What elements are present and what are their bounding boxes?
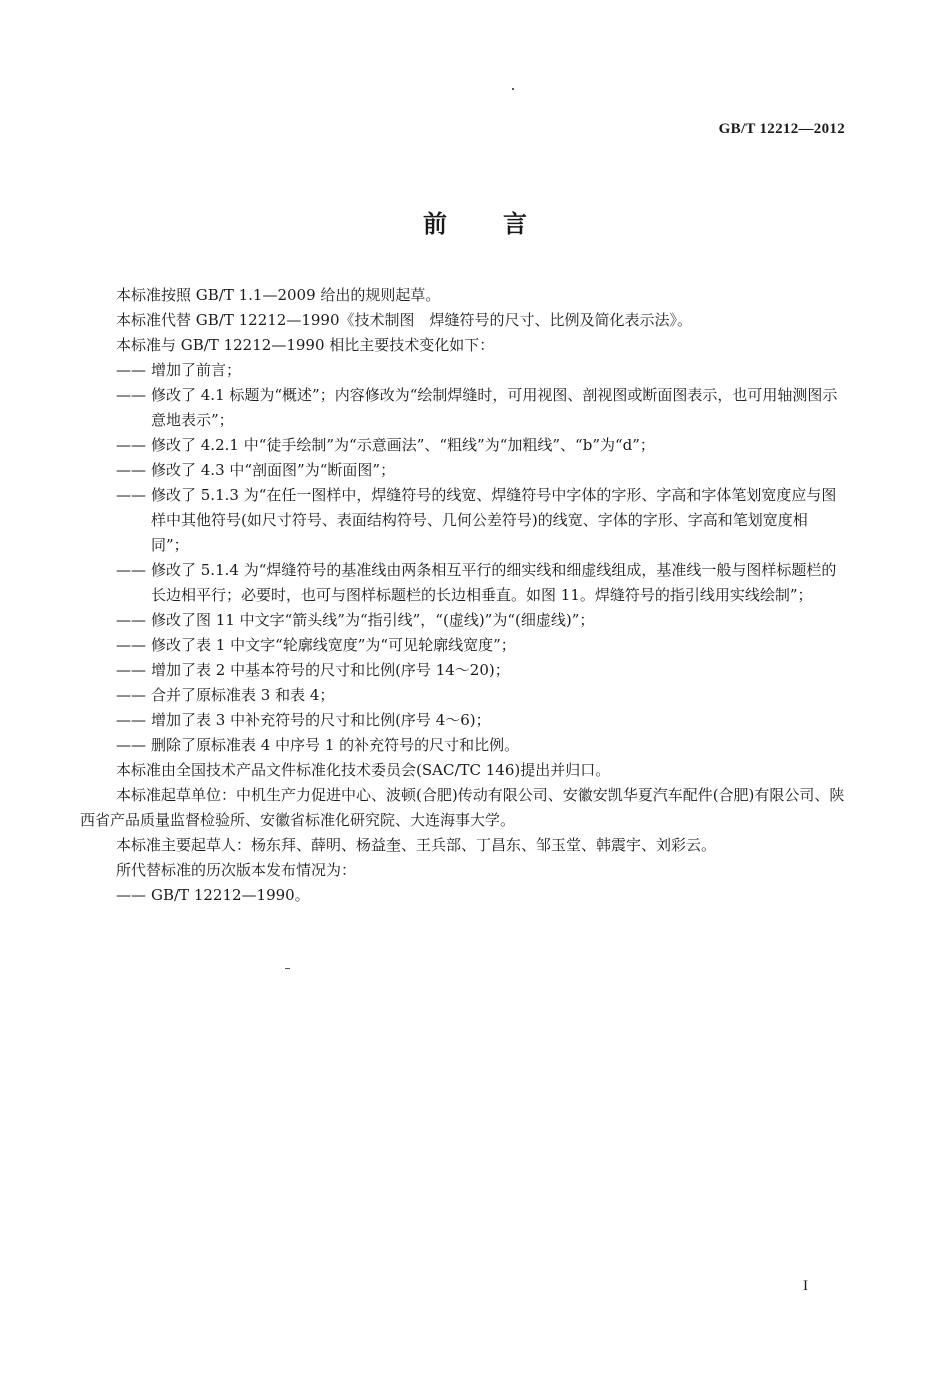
list-item-text: 增加了表 3 中补充符号的尺寸和比例(序号 4～6)； [151, 711, 491, 729]
paragraph-history-intro: 所代替标准的历次版本发布情况为： [116, 861, 357, 879]
page-number: I [803, 1278, 808, 1294]
dash-marker: —— [116, 461, 146, 479]
list-item [80, 358, 845, 383]
list-item-text: 增加了表 2 中基本符号的尺寸和比例(序号 14～20)； [151, 661, 510, 679]
dash-marker: —— [116, 386, 146, 404]
list-item [80, 633, 845, 658]
dash-marker: —— [116, 486, 146, 504]
dash-marker: —— [116, 436, 146, 454]
list-item [80, 458, 845, 483]
dash-marker: —— [116, 636, 146, 654]
list-item [80, 558, 845, 608]
dash-marker: —— [116, 561, 146, 579]
scan-speck [512, 88, 514, 90]
list-item [80, 658, 845, 683]
changes-list [80, 358, 845, 758]
list-item-text: 修改了 4.2.1 中“徒手绘制”为“示意画法”、“粗线”为“加粗线”、“b”为“d”； [151, 436, 655, 454]
list-item-text: 修改了 5.1.4 为“焊缝符号的基准线由两条相互平行的细实线和细虚线组成，基准线一般与图样标题栏的长边相平行；必要时，也可与图样标题栏的长边相垂直。如图 11。焊缝符号的指引线用实线绘制”； [151, 561, 837, 604]
list-item [80, 608, 845, 633]
dash-marker: —— [116, 661, 146, 679]
list-item [80, 683, 845, 708]
paragraph-drafting-rules: 本标准按照 GB/T 1.1—2009 给出的规则起草。 [116, 286, 441, 304]
dash-marker: —— [116, 736, 146, 754]
paragraph-changes-intro: 本标准与 GB/T 12212—1990 相比主要技术变化如下： [116, 336, 495, 354]
list-item-text: 合并了原标准表 3 和表 4； [151, 686, 335, 704]
paragraph-drafters: 本标准主要起草人：杨东拜、薛明、杨益奎、王兵部、丁昌东、邹玉堂、韩震宇、刘彩云。 [116, 836, 717, 854]
paragraph-proposer: 本标准由全国技术产品文件标准化技术委员会(SAC/TC 146)提出并归口。 [116, 761, 611, 779]
list-item [80, 483, 845, 558]
history-item [80, 883, 845, 908]
history-item-text: GB/T 12212—1990。 [151, 886, 310, 904]
dash-marker: —— [116, 686, 146, 704]
foreword-body [80, 283, 845, 908]
list-item [80, 433, 845, 458]
list-item-text: 修改了 5.1.3 为“在任一图样中，焊缝符号的线宽、焊缝符号中字体的字形、字高和字体笔划宽度应与图样中其他符号(如尺寸符号、表面结构符号、几何公差符号)的线宽、字体的字形、字高和笔划宽度相同”； [151, 486, 837, 554]
list-item-text: 修改了图 11 中文字“箭头线”为“指引线”，“(虚线)”为“(细虚线)”； [151, 611, 595, 629]
page-title: 前言 [423, 210, 583, 238]
dash-marker: —— [116, 886, 146, 904]
standard-code: GB/T 12212—2012 [718, 121, 845, 137]
paragraph-drafting-units: 本标准起草单位：中机生产力促进中心、波顿(合肥)传动有限公司、安徽安凯华夏汽车配件(合肥)有限公司、陕西省产品质量监督检验所、安徽省标准化研究院、大连海事大学。 [80, 786, 845, 829]
dash-marker: —— [116, 611, 146, 629]
dash-marker: —— [116, 711, 146, 729]
list-item [80, 733, 845, 758]
list-item-text: 增加了前言； [151, 361, 242, 379]
scan-speck [285, 968, 290, 969]
dash-marker: —— [116, 361, 146, 379]
list-item-text: 修改了 4.3 中“剖面图”为“断面图”； [151, 461, 396, 479]
list-item [80, 383, 845, 433]
list-item-text: 修改了 4.1 标题为“概述”；内容修改为“绘制焊缝时，可用视图、剖视图或断面图表示，也可用轴测图示意地表示”； [151, 386, 838, 429]
paragraph-replaces: 本标准代替 GB/T 12212—1990《技术制图 焊缝符号的尺寸、比例及简化表示法》。 [116, 311, 692, 329]
list-item-text: 修改了表 1 中文字“轮廓线宽度”为“可见轮廓线宽度”； [151, 636, 516, 654]
list-item-text: 删除了原标准表 4 中序号 1 的补充符号的尺寸和比例。 [151, 736, 520, 754]
list-item [80, 708, 845, 733]
